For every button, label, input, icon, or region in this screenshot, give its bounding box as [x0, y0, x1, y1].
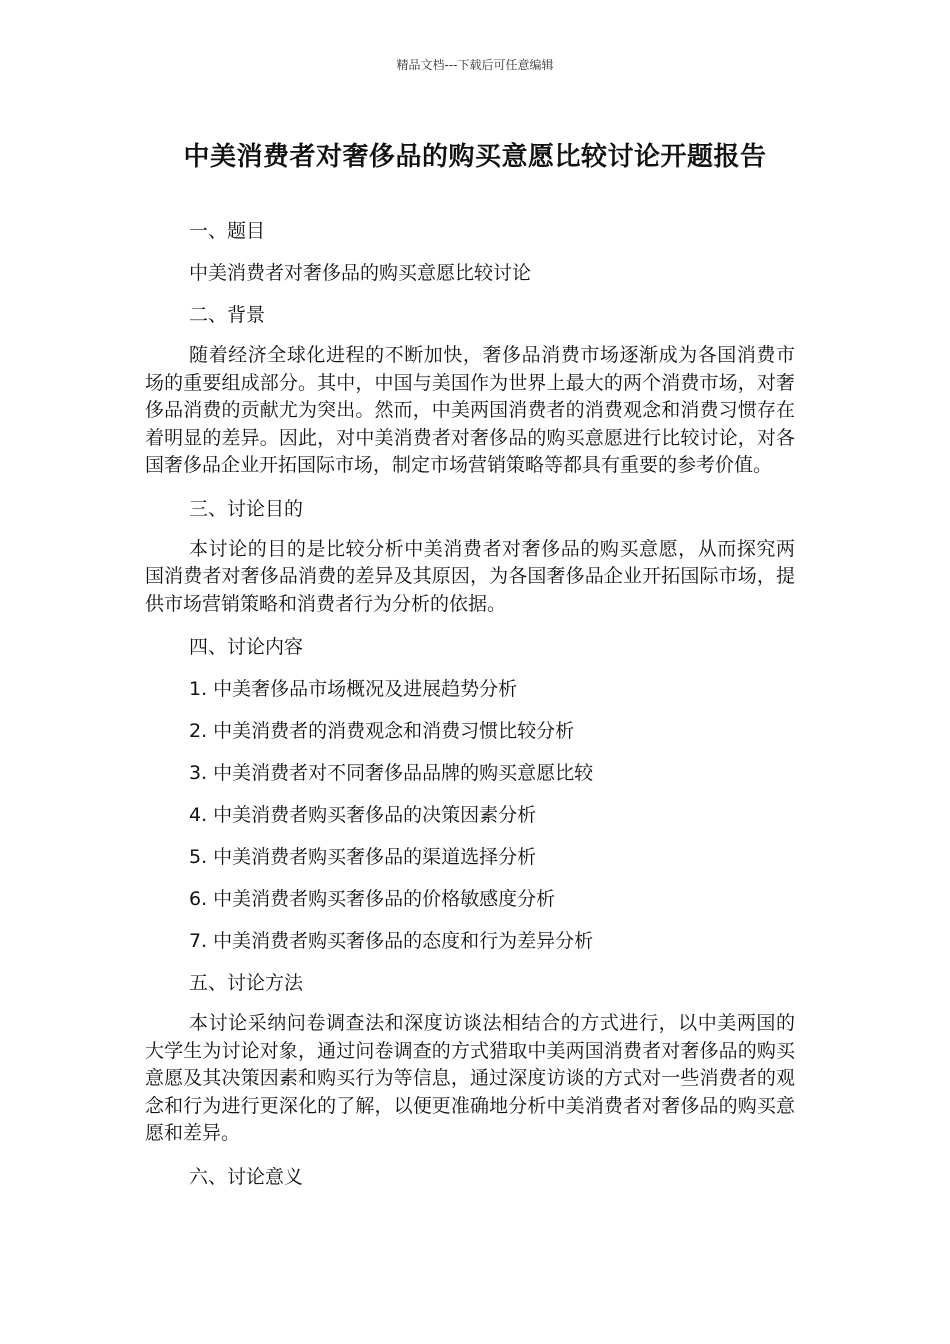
content-list-item: 3. 中美消费者对不同奢侈品品牌的购买意愿比较: [189, 762, 594, 784]
method-paragraph: 本讨论采纳问卷调查法和深度访谈法相结合的方式进行，以中美两国的大学生为讨论对象，通过问卷调查的方式猎取中美两国消费者对奢侈品的购买意愿及其决策因素和购买行为等信息，通过深度访谈的方式对一些消费者的观念和行为进行更深化的了解，以便更准确地分析中美消费者对奢侈品的购买意愿和差异。: [145, 1012, 795, 1144]
section-heading-method: 五、讨论方法: [189, 972, 304, 994]
section-heading-topic: 一、题目: [189, 220, 266, 242]
content-list-item: 5. 中美消费者购买奢侈品的渠道选择分析: [189, 846, 537, 868]
content-list-item: 6. 中美消费者购买奢侈品的价格敏感度分析: [189, 888, 556, 910]
section-heading-purpose: 三、讨论目的: [189, 497, 304, 520]
content-list-item: 1. 中美奢侈品市场概况及进展趋势分析: [189, 678, 518, 700]
background-paragraph: 随着经济全球化进程的不断加快，奢侈品消费市场逐渐成为各国消费市场的重要组成部分。其中，中国与美国作为世界上最大的两个消费市场，对奢侈品消费的贡献尤为突出。然而，中美两国消费者的消费观念和消费习惯存在着明显的差异。因此，对中美消费者对奢侈品的购买意愿进行比较讨论，对各国奢侈品企业开拓国际市场，制定市场营销策略等都具有重要的参考价值。: [145, 344, 795, 476]
topic-text: 中美消费者对奢侈品的购买意愿比较讨论: [189, 262, 532, 284]
section-heading-content: 四、讨论内容: [189, 636, 304, 658]
page-header: 精品文档---下载后可任意编辑: [396, 58, 554, 72]
section-heading-significance: 六、讨论意义: [189, 1165, 304, 1188]
section-heading-background: 二、背景: [189, 304, 266, 326]
content-list-item: 2. 中美消费者的消费观念和消费习惯比较分析: [189, 720, 575, 742]
content-list-item: 7. 中美消费者购买奢侈品的态度和行为差异分析: [189, 930, 594, 952]
content-list-item: 4. 中美消费者购买奢侈品的决策因素分析: [189, 804, 537, 826]
purpose-paragraph: 本讨论的目的是比较分析中美消费者对奢侈品的购买意愿，从而探究两国消费者对奢侈品消费的差异及其原因，为各国奢侈品企业开拓国际市场，提供市场营销策略和消费者行为分析的依据。: [145, 537, 795, 615]
document-body: [145, 210, 795, 1198]
document-title: 中美消费者对奢侈品的购买意愿比较讨论开题报告: [183, 142, 767, 172]
